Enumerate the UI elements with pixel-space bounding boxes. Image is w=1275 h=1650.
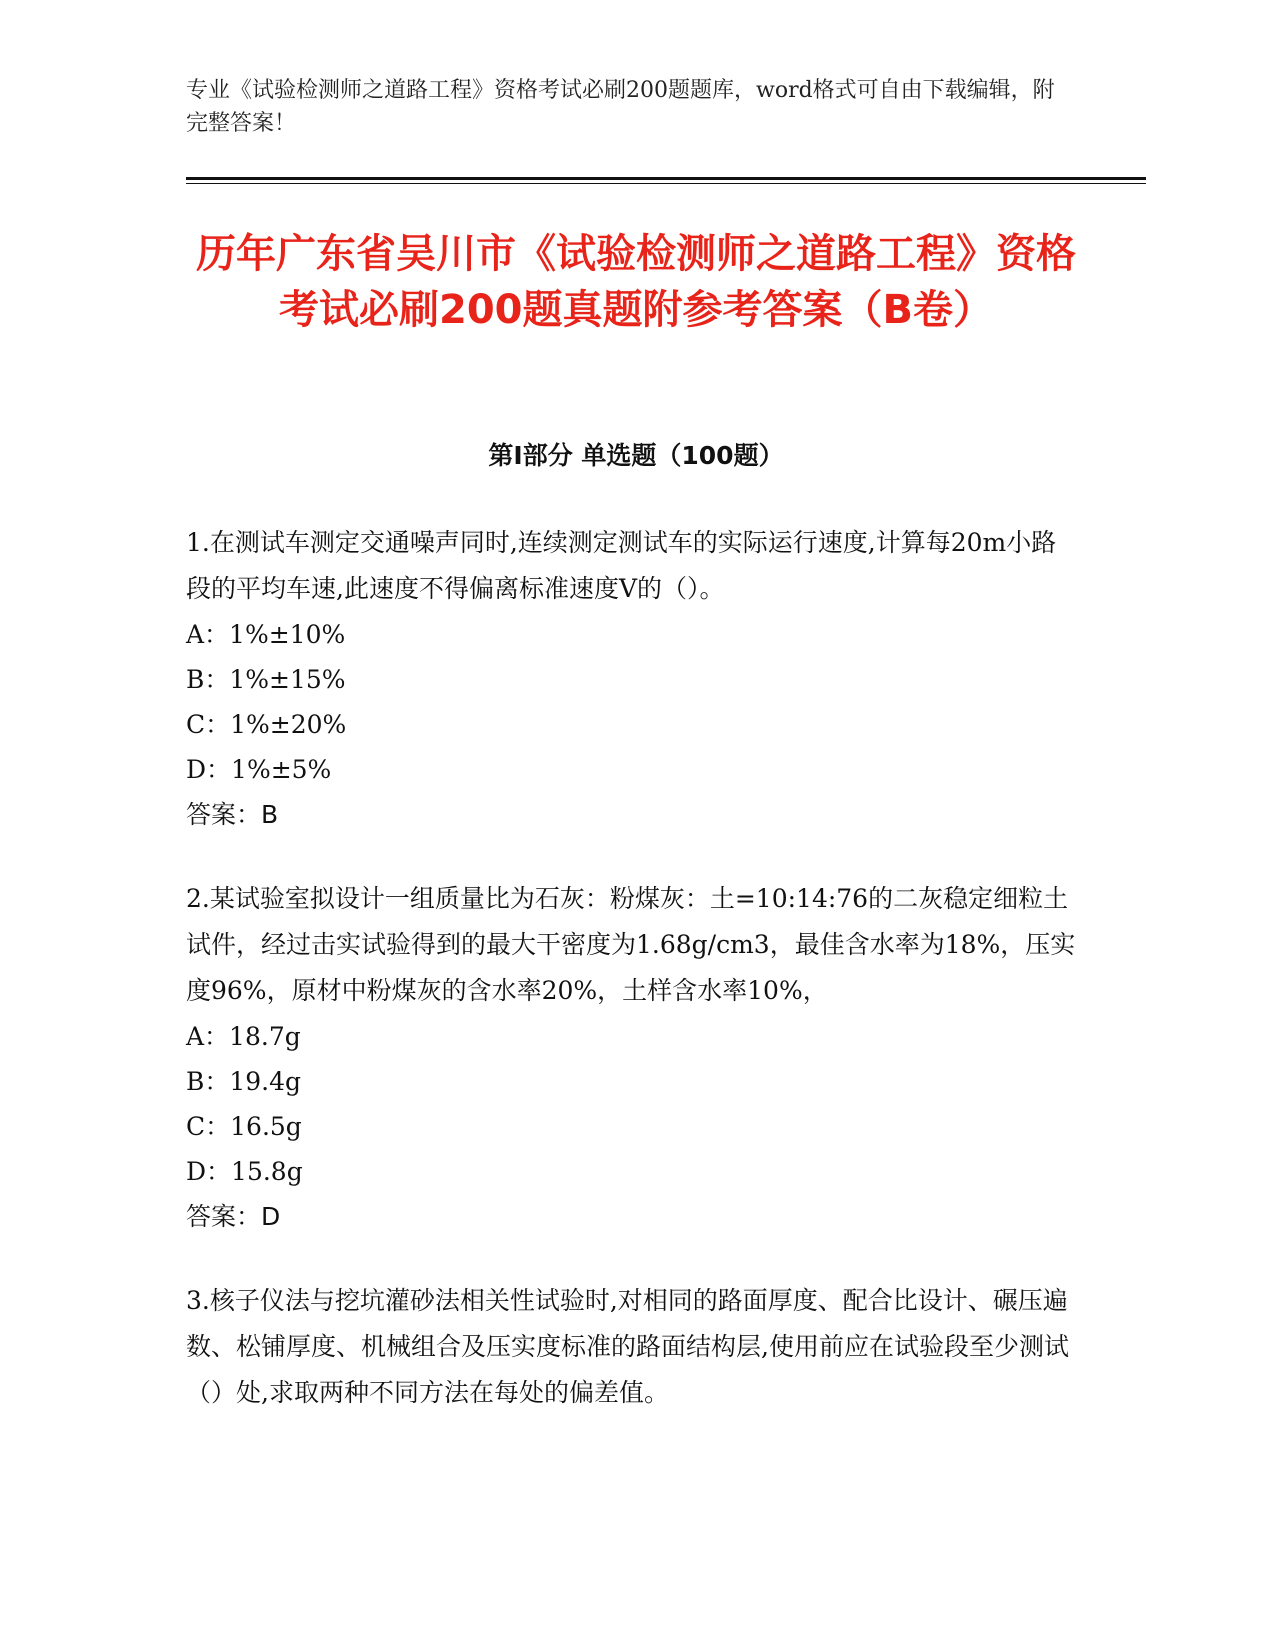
document-title: 历年广东省吴川市《试验检测师之道路工程》资格考试必刷200题真题附参考答案（B卷） <box>196 231 1076 333</box>
question-2 <box>186 876 1076 1240</box>
section-title: 第Ⅰ部分 单选题（100题） <box>488 441 784 470</box>
question-answer: 答案：B <box>186 800 279 829</box>
header-divider-thin <box>186 183 1146 184</box>
question-option: B：1%±15% <box>186 665 346 694</box>
question-option: C：16.5g <box>186 1112 302 1141</box>
question-3 <box>186 1278 1076 1416</box>
question-option: A：1%±10% <box>186 620 346 649</box>
header-divider-thick <box>186 177 1146 180</box>
question-option: D：15.8g <box>186 1157 303 1186</box>
question-option: C：1%±20% <box>186 710 347 739</box>
question-option: A：18.7g <box>186 1022 301 1051</box>
question-answer: 答案：D <box>186 1202 281 1231</box>
header-note: 专业《试验检测师之道路工程》资格考试必刷200题题库，word格式可自由下载编辑，附完整答案！ <box>186 78 1055 136</box>
question-stem: 2.某试验室拟设计一组质量比为石灰：粉煤灰：土=10:14:76的二灰稳定细粒土试件，经过击实试验得到的最大干密度为1.68g/cm3，最佳含水率为18%，压实度96%，原材中粉煤灰的含水率20%，土样含水率10%， <box>186 884 1076 1005</box>
question-list <box>186 520 1076 1454</box>
question-stem: 1.在测试车测定交通噪声同时,连续测定测试车的实际运行速度,计算每20m小路段的平均车速,此速度不得偏离标准速度V的（）。 <box>186 528 1057 603</box>
question-option: B：19.4g <box>186 1067 302 1096</box>
question-stem: 3.核子仪法与挖坑灌砂法相关性试验时,对相同的路面厚度、配合比设计、碾压遍数、松铺厚度、机械组合及压实度标准的路面结构层,使用前应在试验段至少测试（）处,求取两种不同方法在每处的偏差值。 <box>186 1286 1069 1407</box>
question-option: D：1%±5% <box>186 755 332 784</box>
question-1 <box>186 520 1076 838</box>
